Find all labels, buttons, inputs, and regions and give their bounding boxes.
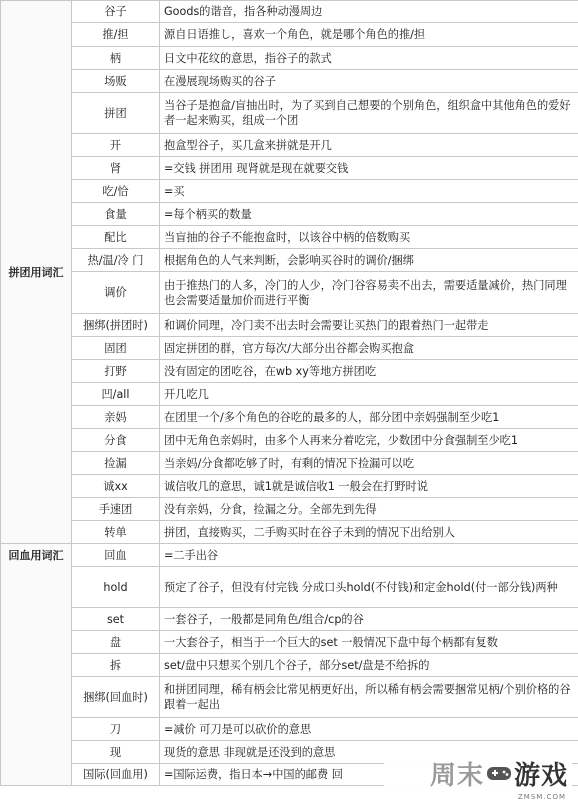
definition-cell: 拼团，直接购买，二手购买时在谷子未到的情况下出给别人 — [160, 521, 578, 544]
term-cell: 调价 — [72, 272, 160, 314]
table-row — [1, 654, 578, 677]
table-row — [1, 70, 578, 93]
table-row — [1, 314, 578, 337]
table-row — [1, 631, 578, 654]
term-cell: 打野 — [72, 360, 160, 383]
term-cell: 捡漏 — [72, 452, 160, 475]
watermark-url: ZMSM.COM — [518, 793, 566, 801]
term-cell: 回血 — [72, 544, 160, 567]
definition-cell: 一套谷子，一般都是同角色/组合/cp的谷 — [160, 608, 578, 631]
table-row — [1, 1, 578, 23]
definition-cell: =减价 可刀是可以砍价的意思 — [160, 718, 578, 741]
term-cell: 凹/all — [72, 383, 160, 406]
definition-cell: 预定了谷子，但没有付完钱 分成口头hold(不付钱)和定金hold(付一部分钱)两种 — [160, 567, 578, 608]
term-cell: 谷子 — [72, 1, 160, 23]
table-row — [1, 544, 578, 567]
term-cell: 开 — [72, 134, 160, 157]
definition-cell: 抱盒型谷子，买几盒来拼就是开几 — [160, 134, 578, 157]
term-cell: 诚xx — [72, 475, 160, 498]
table-row — [1, 498, 578, 521]
definition-cell: 固定拼团的群，官方每次/大部分出谷都会购买抱盒 — [160, 337, 578, 360]
term-cell: 分食 — [72, 429, 160, 452]
table-row — [1, 203, 578, 226]
term-cell: hold — [72, 567, 160, 608]
table-row — [1, 337, 578, 360]
table-row — [1, 521, 578, 544]
term-cell: 捆绑(拼团时) — [72, 314, 160, 337]
definition-cell: 一大套谷子，相当于一个巨大的set 一般情况下盘中每个柄都有复数 — [160, 631, 578, 654]
table-row — [1, 718, 578, 741]
table-row — [1, 383, 578, 406]
definition-cell: =国际运费，指日本→中国的邮费 回 — [160, 764, 578, 786]
definition-cell: 开几吃几 — [160, 383, 578, 406]
term-cell: 拆 — [72, 654, 160, 677]
table-row — [1, 360, 578, 383]
term-cell: 刀 — [72, 718, 160, 741]
term-cell: 场贩 — [72, 70, 160, 93]
table-row — [1, 567, 578, 608]
term-cell: 热/温/冷 门 — [72, 249, 160, 272]
definition-cell: 团中无角色亲妈时，由多个人再来分着吃完，少数团中分食强制至少吃1 — [160, 429, 578, 452]
term-cell: 国际(回血用) — [72, 764, 160, 786]
definition-cell: 在漫展现场购买的谷子 — [160, 70, 578, 93]
table-row — [1, 226, 578, 249]
table-row — [1, 157, 578, 180]
category-huixue: 回血用词汇 — [1, 544, 72, 786]
definition-cell: 源自日语推し，喜欢一个角色，就是哪个角色的推/担 — [160, 23, 578, 47]
definition-cell: 在团里一个/多个角色的谷吃的最多的人，部分团中亲妈强制至少吃1 — [160, 406, 578, 429]
definition-cell: 当谷子是抱盒/盲抽出时，为了买到自己想要的个别角色，组织盒中其他角色的爱好者一起来购买，组成一个团 — [160, 93, 578, 134]
definition-cell: 日文中花纹的意思，指谷子的款式 — [160, 47, 578, 70]
term-cell: 转单 — [72, 521, 160, 544]
definition-cell: 和拼团同理，稀有柄会比常见柄更好出，所以稀有柄会需要捆常见柄/个别价格的谷跟着一起出 — [160, 677, 578, 718]
definition-cell: set/盘中只想买个别几个谷子，部分set/盘是不给拆的 — [160, 654, 578, 677]
term-cell: 食量 — [72, 203, 160, 226]
table-row — [1, 180, 578, 203]
table-row — [1, 429, 578, 452]
table-row — [1, 47, 578, 70]
term-cell: 盘 — [72, 631, 160, 654]
definition-cell: 根据角色的人气来判断，会影响买谷时的调价/捆绑 — [160, 249, 578, 272]
watermark-text-youxi: 游戏 — [514, 755, 568, 792]
table-row — [1, 406, 578, 429]
term-cell: 亲妈 — [72, 406, 160, 429]
definition-cell: 诚信收几的意思，诚1就是诚信收1 一般会在打野时说 — [160, 475, 578, 498]
term-cell: 固团 — [72, 337, 160, 360]
category-pintuan: 拼团用词汇 — [1, 1, 72, 544]
term-cell: 手速团 — [72, 498, 160, 521]
term-cell: set — [72, 608, 160, 631]
watermark-text-zhoumo: 周末 — [430, 755, 484, 792]
table-row — [1, 249, 578, 272]
definition-cell: 由于推热门的人多，冷门的人少，冷门谷容易卖不出去，需要适量减价，热门同理也会需要适量加价而进行平衡 — [160, 272, 578, 314]
term-cell: 肾 — [72, 157, 160, 180]
definition-cell: 没有亲妈，分食，捡漏之分。全部先到先得 — [160, 498, 578, 521]
term-cell: 拼团 — [72, 93, 160, 134]
term-cell: 柄 — [72, 47, 160, 70]
table-row — [1, 134, 578, 157]
gamepad-icon — [486, 763, 512, 783]
definition-cell: =买 — [160, 180, 578, 203]
definition-cell: 当亲妈/分食都吃够了时，有剩的情况下捡漏可以吃 — [160, 452, 578, 475]
term-cell: 现 — [72, 741, 160, 764]
definition-cell: Goods的谐音，指各种动漫周边 — [160, 1, 578, 23]
definition-cell: =二手出谷 — [160, 544, 578, 567]
term-cell: 推/担 — [72, 23, 160, 47]
table-row — [1, 93, 578, 134]
term-cell: 配比 — [72, 226, 160, 249]
table-row — [1, 452, 578, 475]
definition-cell: 没有固定的团吃谷，在wb xy等地方拼团吃 — [160, 360, 578, 383]
term-cell: 吃/恰 — [72, 180, 160, 203]
definition-cell: 当盲抽的谷子不能抱盒时，以该谷中柄的倍数购买 — [160, 226, 578, 249]
definition-cell: =交钱 拼团用 现肾就是现在就要交钱 — [160, 157, 578, 180]
watermark-logo — [430, 755, 568, 792]
table-row — [1, 677, 578, 718]
table-row — [1, 23, 578, 47]
definition-cell: 现货的意思 非现就是还没到的意思 — [160, 741, 578, 764]
term-cell: 捆绑(回血时) — [72, 677, 160, 718]
table-row — [1, 608, 578, 631]
definition-cell: =每个柄买的数量 — [160, 203, 578, 226]
table-row — [1, 272, 578, 314]
table-row — [1, 475, 578, 498]
definition-cell: 和调价同理，冷门卖不出去时会需要让买热门的跟着热门一起带走 — [160, 314, 578, 337]
site-watermark — [384, 752, 572, 794]
